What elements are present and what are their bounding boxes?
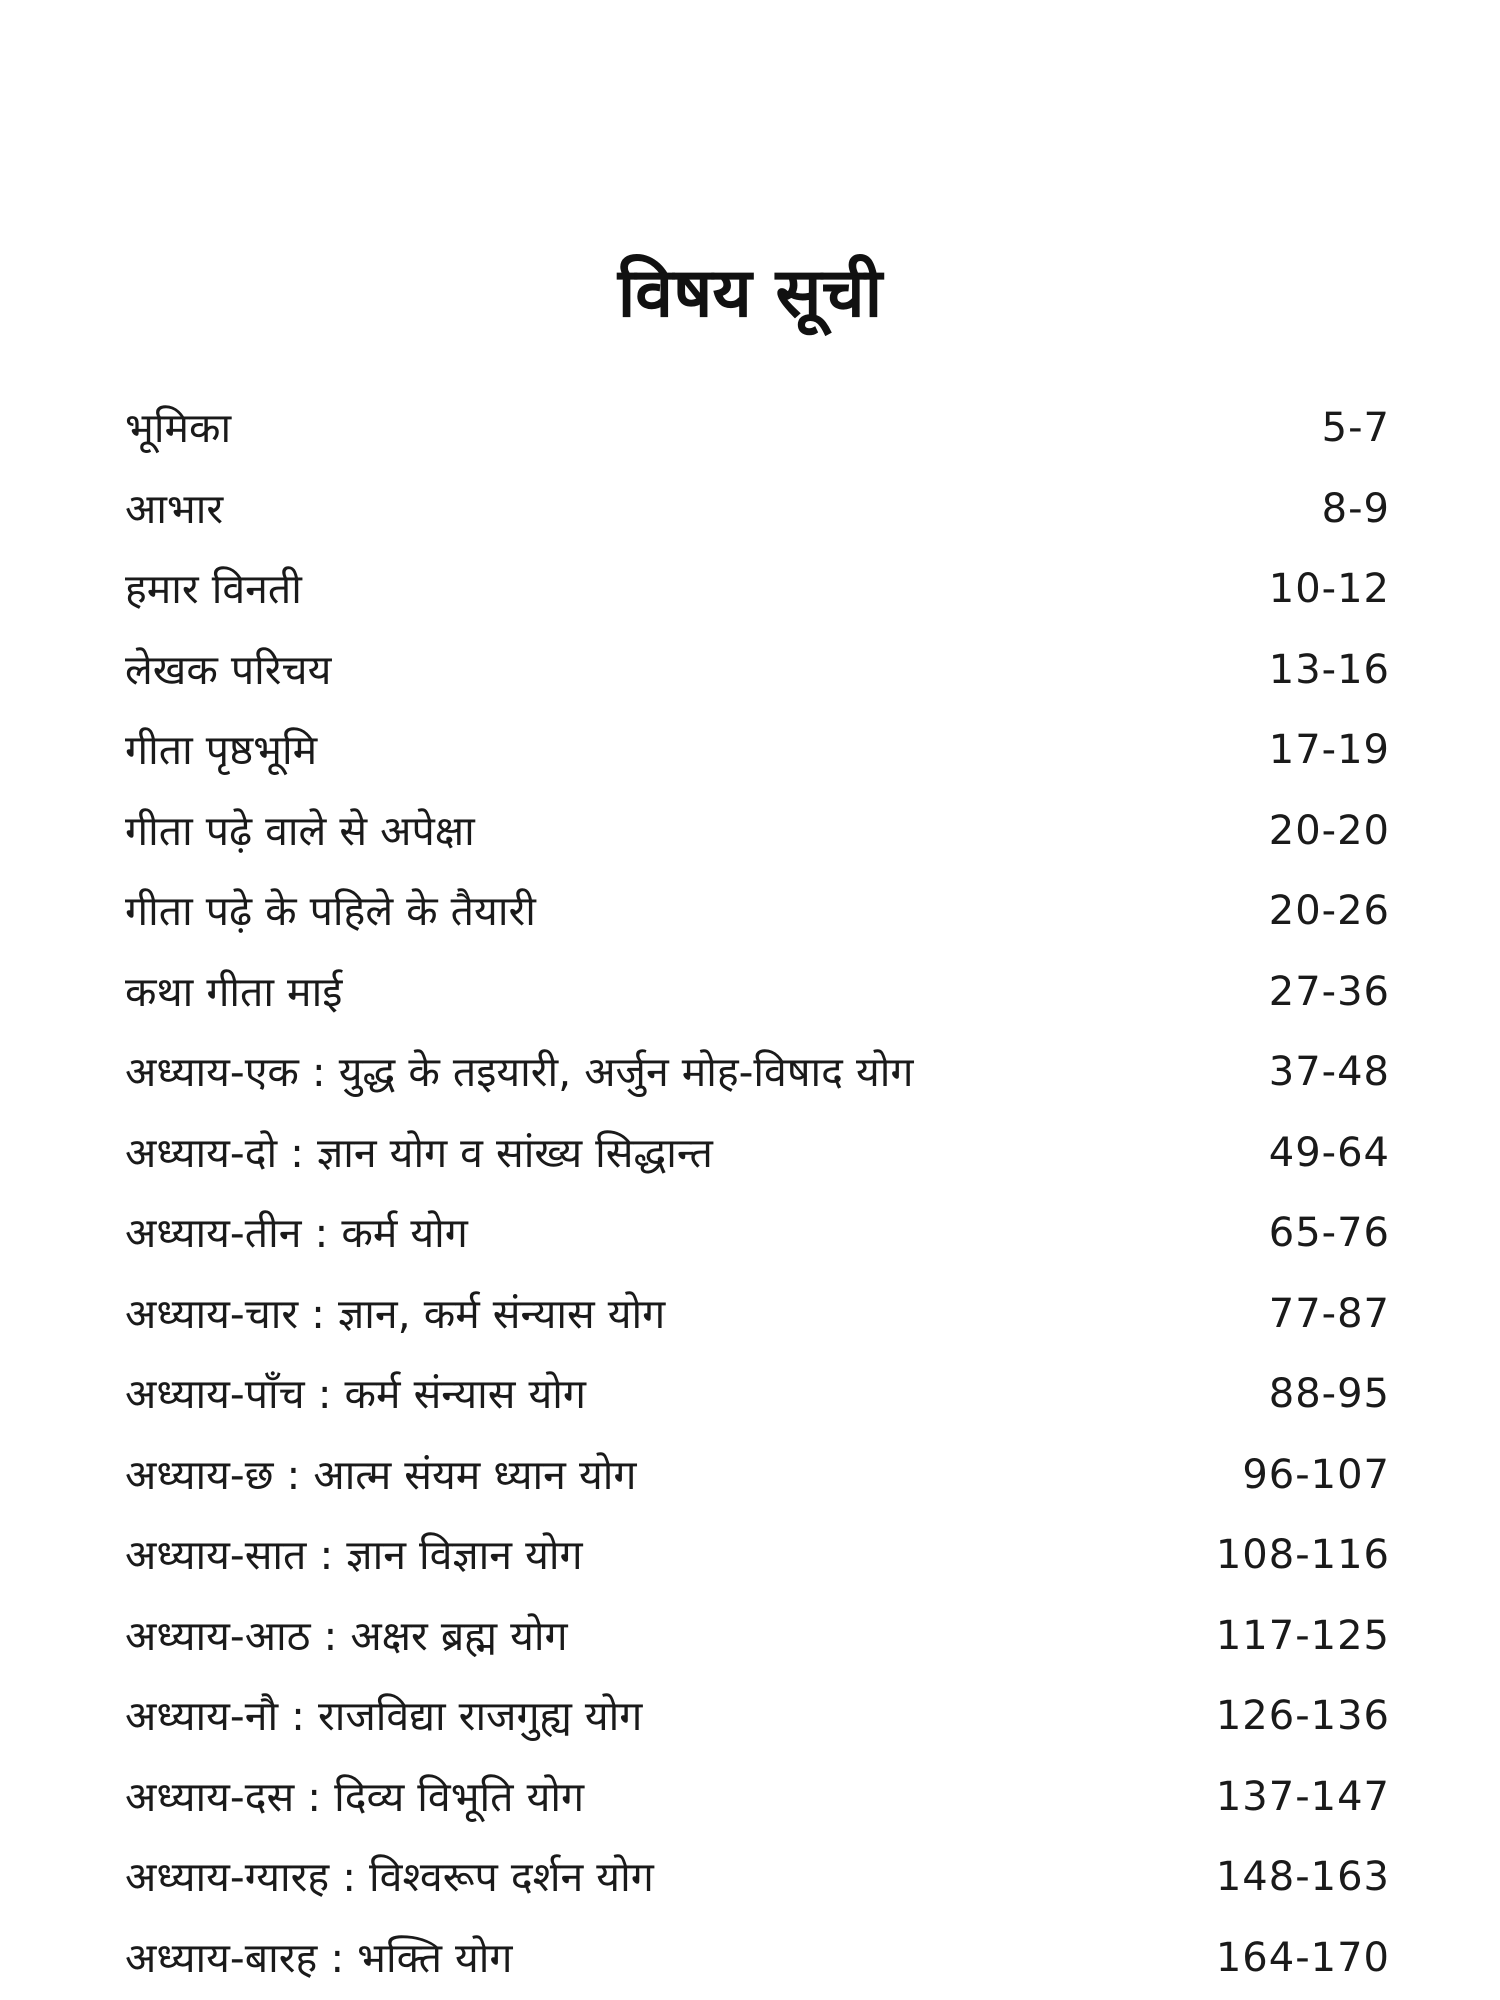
toc-entry <box>125 710 1390 791</box>
toc-entry-pages: 148-163 <box>1215 1854 1390 1901</box>
toc-entry-pages: 88-95 <box>1268 1371 1390 1418</box>
toc-entry <box>125 630 1390 711</box>
toc-entry-pages: 137-147 <box>1215 1773 1390 1820</box>
toc-entry-pages: 126-136 <box>1215 1693 1390 1740</box>
toc-entry-title: अध्याय-दस : दिव्य विभूति योग <box>125 1772 585 1821</box>
toc-entry-pages: 65-76 <box>1268 1210 1390 1257</box>
toc-entry-pages: 10-12 <box>1268 566 1390 613</box>
toc-entry <box>125 1193 1390 1274</box>
toc-entry-title: अध्याय-एक : युद्ध के तइयारी, अर्जुन मोह-विषाद योग <box>125 1048 914 1097</box>
toc-entry <box>125 791 1390 872</box>
toc-entry-title: अध्याय-ग्यारह : विश्वरूप दर्शन योग <box>125 1853 654 1902</box>
toc-entry-title: अध्याय-सात : ज्ञान विज्ञान योग <box>125 1531 583 1580</box>
toc-entry <box>125 1676 1390 1757</box>
toc-entry-title: गीता पृष्ठभूमि <box>125 726 318 775</box>
toc-entry-title: आभार <box>125 484 224 533</box>
toc-entry-pages: 96-107 <box>1242 1451 1390 1498</box>
toc-entry-title: कथा गीता माई <box>125 967 343 1016</box>
toc-entry-title: अध्याय-नौ : राजविद्या राजगुह्य योग <box>125 1692 643 1741</box>
toc-entry <box>125 952 1390 1033</box>
toc-entry-title: अध्याय-पाँच : कर्म संन्यास योग <box>125 1370 587 1419</box>
toc-entry-title: अध्याय-चार : ज्ञान, कर्म संन्यास योग <box>125 1289 666 1338</box>
page-title: विषय सूची <box>617 253 883 333</box>
toc-entry-pages: 20-20 <box>1268 807 1390 854</box>
toc-entry <box>125 1274 1390 1355</box>
toc-entry <box>125 1113 1390 1194</box>
toc-entry-title: अध्याय-आठ : अक्षर ब्रह्म योग <box>125 1611 568 1660</box>
toc-entry-title: लेखक परिचय <box>125 645 332 694</box>
toc-entry-pages: 13-16 <box>1268 646 1390 693</box>
toc-entry <box>125 1918 1390 1999</box>
toc-entry <box>125 1354 1390 1435</box>
toc-entry-title: अध्याय-छ : आत्म संयम ध्यान योग <box>125 1450 637 1499</box>
toc-entry <box>125 1032 1390 1113</box>
toc-entry-pages: 27-36 <box>1268 968 1390 1015</box>
toc-entry-pages: 17-19 <box>1268 727 1390 774</box>
toc-entry <box>125 469 1390 550</box>
toc-entry-title: हमार विनती <box>125 565 302 614</box>
toc-entry <box>125 1757 1390 1838</box>
toc-entry-title: अध्याय-बारह : भक्ति योग <box>125 1933 513 1982</box>
toc-entry-pages: 117-125 <box>1215 1612 1390 1659</box>
toc-entry-pages: 49-64 <box>1268 1129 1390 1176</box>
toc-entry-pages: 164-170 <box>1215 1934 1390 1981</box>
toc-entry-title: गीता पढ़े वाले से अपेक्षा <box>125 806 475 855</box>
toc-entry <box>125 1435 1390 1516</box>
toc-entry-title: गीता पढ़े के पहिले के तैयारी <box>125 887 536 936</box>
toc-entry <box>125 1596 1390 1677</box>
toc-entry <box>125 871 1390 952</box>
toc-entry <box>125 388 1390 469</box>
toc-entry-title: अध्याय-तीन : कर्म योग <box>125 1209 468 1258</box>
toc-entry-pages: 77-87 <box>1268 1290 1390 1337</box>
toc-entry-title: भूमिका <box>125 404 232 453</box>
toc-entry-title: अध्याय-दो : ज्ञान योग व सांख्य सिद्धान्त <box>125 1128 713 1177</box>
toc-entry <box>125 549 1390 630</box>
toc-entry-pages: 5-7 <box>1321 405 1390 452</box>
table-of-contents <box>125 388 1390 1998</box>
toc-entry-pages: 8-9 <box>1321 485 1390 532</box>
toc-entry <box>125 1515 1390 1596</box>
toc-entry-pages: 37-48 <box>1268 1049 1390 1096</box>
toc-entry <box>125 1837 1390 1918</box>
toc-entry-pages: 20-26 <box>1268 888 1390 935</box>
toc-entry-pages: 108-116 <box>1215 1532 1390 1579</box>
